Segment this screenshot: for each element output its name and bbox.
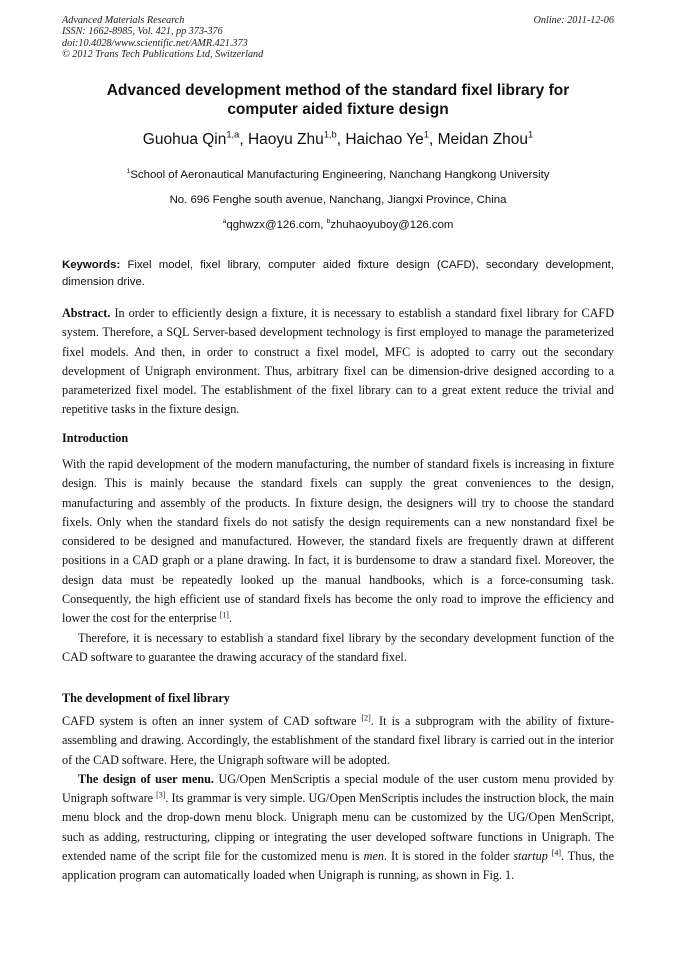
development-body: [62, 712, 614, 886]
doi-line: doi:10.4028/www.scientific.net/AMR.421.373: [62, 37, 248, 49]
title-line-2: computer aided fixture design: [227, 100, 449, 118]
paragraph-text: With the rapid development of the modern manufacturing, the number of standard fixels is increasing in fixture design. This is mainly because the standard fixels can supply the great conveniences to the design, manufacturing and assembly of the products. In fixture design, the designers will try to choose the standard fixels. Only when the standard fixels do not satisfy the design requirements can a new nonstandard fixel be considered to be designed and manufactured. However, the standard fixels are frequently drawn at different positions in a CAD graph or a plane drawing. In fact, it is burdensome to draw a standard fixel. Moreover, the design data must be repeatedly looked up the manual handbooks, which is a force-consuming task. Consequently, the high efficient use of standard fixels has become the only road to improve the efficiency and lower the cost for the enterprise: [62, 457, 614, 626]
author-name: Haichao Ye: [345, 131, 424, 148]
section-heading-introduction: Introduction: [62, 431, 129, 445]
email-link[interactable]: zhuhaoyuboy@126.com: [330, 219, 454, 231]
author-affil-mark: 1,a: [226, 129, 240, 140]
introduction-body: [62, 455, 614, 667]
paragraph: [62, 712, 614, 770]
author-name: Haoyu Zhu: [247, 131, 324, 148]
affiliation-line-2: [62, 193, 614, 207]
affiliation-mark: 1: [126, 168, 131, 176]
author-name: Meidan Zhou: [437, 131, 529, 148]
author-list: Guohua Qin$^{1,a}$, Haoyu Zhu$^{1,b}$, Haichao Ye$^1$, Meidan Zhou$^1$: [142, 129, 534, 148]
author-affil-mark: 1: [528, 129, 534, 140]
citation-ref[interactable]: [4]: [551, 848, 562, 858]
author-name: Guohua Qin: [142, 131, 227, 148]
abstract-text: In order to efficiently design a fixture, it is necessary to establish a standard fixel library for CAFD system. Therefore, a SQL Server-based development technology is first employed to manage the parameterized fixel models. And then, in order to construct a fixel model, MFC is adopted to carry out the secondary development of Unigraph environment. Thus, arbitrary fixel can be dimension-drive designed according to a parameterized fixel model. The establishment of the fixel library can to a great extent reduce the trivial and repetitive tasks in the fixture design.: [62, 306, 615, 417]
journal-header: [62, 15, 462, 61]
affiliation-text: School of Aeronautical Manufacturing Engineering, Nanchang Hangkong University: [130, 169, 550, 181]
section-heading-development: The development of fixel library: [62, 691, 230, 705]
email-mark: b: [326, 218, 331, 226]
keywords-label: Keywords:: [62, 259, 121, 271]
citation-ref[interactable]: [2]: [361, 713, 371, 723]
paragraph: [62, 455, 614, 629]
title-line-1: Advanced development method of the standard fixel library for: [106, 82, 570, 99]
subsection-label: The design of user menu.: [78, 771, 214, 786]
affiliation-address: No. 696 Fenghe south avenue, Nanchang, Jiangxi Province, China: [169, 194, 507, 206]
email-mark: a: [222, 218, 227, 226]
paragraph-end: .: [228, 611, 232, 626]
citation-ref[interactable]: [1]: [219, 610, 229, 620]
citation-ref[interactable]: [3]: [156, 790, 166, 800]
email-link[interactable]: qghwzx@126.com,: [226, 219, 324, 231]
author-emails: [62, 218, 614, 232]
keywords-text: Fixel model, fixel library, computer aided fixture design (CAFD), secondary development, dimension drive.: [62, 259, 615, 288]
paragraph: [62, 629, 614, 668]
affiliation-line-1: [62, 168, 614, 182]
paragraph-text: UG/Open MenScriptis a special module of the user custom menu provided by Unigraph software: [62, 771, 614, 806]
italic-term: startup: [513, 849, 548, 864]
author-affil-mark: 1,b: [323, 129, 337, 140]
issn-line: ISSN: 1662-8985, Vol. 421, pp 373-376: [62, 26, 223, 38]
paragraph-text: . Its grammar is very simple. UG/Open MenScriptis includes the instruction block, the main menu block and the drop-down menu block. Unigraph menu can be customized by the UG/Open MenScript, such as adding, restructuring, clipping or integrating the user developed software functions in Unigraph. The extended name of the script file for the customized menu is: [62, 791, 615, 864]
copyright-line: © 2012 Trans Tech Publications Ltd, Switzerland: [62, 49, 264, 61]
abstract-label: Abstract.: [62, 306, 111, 320]
journal-name: Advanced Materials Research: [62, 15, 185, 26]
online-date: [534, 15, 614, 26]
author-affil-mark: 1: [423, 129, 429, 140]
paragraph-text: Therefore, it is necessary to establish a standard fixel library by the secondary development function of the CAD software to guarantee the drawing accuracy of the standard fixel.: [62, 630, 614, 664]
abstract: [62, 304, 614, 420]
paragraph: [62, 770, 614, 886]
paragraph-text: . Thus, the application program can automatically loaded when Unigraph is running, as shown in Fig. 1.: [62, 849, 615, 883]
keywords: [62, 257, 614, 290]
paragraph-text: . It is a subprogram with the ability of fixture-assembling and drawing. Accordingly, the establishment of the standard fixel library is carried out in the interior of the CAD software. Here, the Unigraph software will be adopted.: [62, 714, 615, 767]
paragraph-text: . It is stored in the folder: [383, 849, 510, 864]
paper-title: [62, 82, 614, 119]
online-date-text: Online: 2011-12-06: [533, 15, 614, 26]
paragraph-text: CAFD system is often an inner system of CAD software: [62, 714, 357, 728]
italic-term: men: [363, 849, 384, 864]
